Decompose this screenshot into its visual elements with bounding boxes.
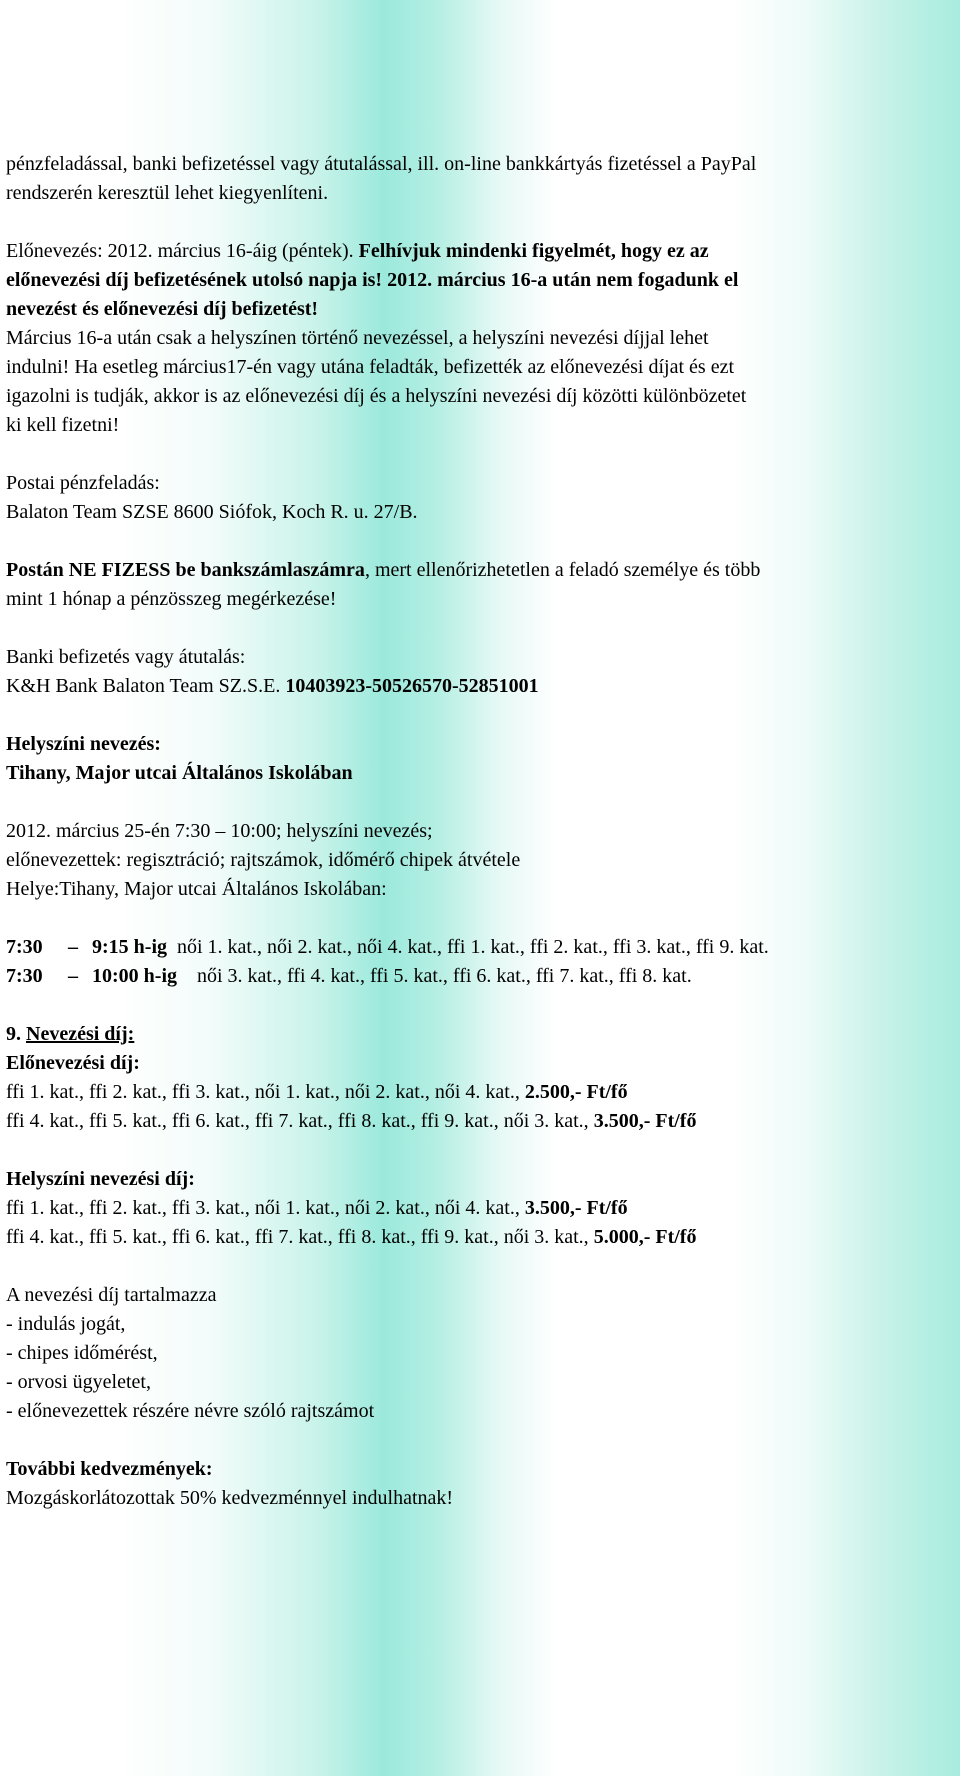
discount-text: Mozgáskorlátozottak 50% kedvezménnyel indulhatnak! xyxy=(6,1487,454,1509)
postal-label: Postai pénzfeladás: xyxy=(6,472,160,494)
fee-price: 5.000,- Ft/fő xyxy=(593,1226,697,1248)
bank-name: K&H Bank Balaton Team SZ.S.E. xyxy=(6,675,286,697)
preentry-fee-heading: Előnevezési díj: xyxy=(6,1052,140,1074)
includes-item: - orvosi ügyeletet, xyxy=(6,1371,151,1393)
time-row: 7:30 – 10:00 h-ig női 3. kat., ffi 4. kat., ffi 5. kat., ffi 6. kat., ffi 7. kat., ffi 8. kat. xyxy=(6,965,692,987)
postal-warning-rest: , mert ellenőrizhetetlen a feladó személye és több xyxy=(364,559,761,581)
includes-item: - chipes időmérést, xyxy=(6,1342,158,1364)
intro-line: pénzfeladással, banki befizetéssel vagy átutalással, ill. on-line bankkártyás fizetéssel a PayPal xyxy=(6,153,757,175)
preentry-notice: nevezést és előnevezési díj befizetést! xyxy=(6,298,319,320)
fee-row: ffi 4. kat., ffi 5. kat., ffi 6. kat., ffi 7. kat., ffi 8. kat., ffi 9. kat., női 3. kat., 5.000,- Ft/fő xyxy=(6,1226,697,1248)
time-row: 7:30 – 9:15 h-ig női 1. kat., női 2. kat., női 4. kat., ffi 1. kat., ffi 2. kat., ffi 3. kat., ffi 9. kat. xyxy=(6,936,769,958)
document-body xyxy=(6,150,954,1513)
includes-heading: A nevezési díj tartalmazza xyxy=(6,1284,217,1306)
includes-item: - előnevezettek részére névre szóló rajtszámot xyxy=(6,1400,375,1422)
preentry-notice: Felhívjuk mindenki figyelmét, hogy ez az xyxy=(353,240,709,262)
discount-heading: További kedvezmények: xyxy=(6,1458,213,1480)
bank-label: Banki befizetés vagy átutalás: xyxy=(6,646,246,668)
after-line: Március 16-a után csak a helyszínen történő nevezéssel, a helyszíni nevezési díjjal lehet xyxy=(6,327,709,349)
fee-price: 3.500,- Ft/fő xyxy=(524,1197,628,1219)
intro-line: rendszerén keresztül lehet kiegyenlíteni. xyxy=(6,182,329,204)
fee-row: ffi 4. kat., ffi 5. kat., ffi 6. kat., ffi 7. kat., ffi 8. kat., ffi 9. kat., női 3. kat., 3.500,- Ft/fő xyxy=(6,1110,697,1132)
onsite-entry-place: Tihany, Major utcai Általános Iskolában xyxy=(6,762,353,784)
preentry-paragraph xyxy=(6,237,954,266)
onsite-entry-heading: Helyszíni nevezés: xyxy=(6,733,161,755)
fee-price: 3.500,- Ft/fő xyxy=(593,1110,697,1132)
after-line: igazolni is tudják, akkor is az előnevezési díj és a helyszíni nevezési díj közötti különbözetet xyxy=(6,385,747,407)
time-categories: női 1. kat., női 2. kat., női 4. kat., ffi 1. kat., ffi 2. kat., ffi 3. kat., ffi 9. kat. xyxy=(177,936,769,958)
fee-row: ffi 1. kat., ffi 2. kat., ffi 3. kat., női 1. kat., női 2. kat., női 4. kat., 3.500,- Ft/fő xyxy=(6,1197,628,1219)
time-categories: női 3. kat., ffi 4. kat., ffi 5. kat., ffi 6. kat., ffi 7. kat., ffi 8. kat. xyxy=(197,965,692,987)
fee-heading: 9. Nevezési díj: xyxy=(6,1023,135,1045)
bank-details xyxy=(6,672,954,701)
postal-warning xyxy=(6,556,954,585)
fee-row: ffi 1. kat., ffi 2. kat., ffi 3. kat., női 1. kat., női 2. kat., női 4. kat., 2.500,- Ft/fő xyxy=(6,1081,628,1103)
schedule-line: 2012. március 25-én 7:30 – 10:00; helyszíni nevezés; xyxy=(6,820,433,842)
postal-warning-bold: Postán NE FIZESS be bankszámlaszámra xyxy=(6,559,365,581)
schedule-line: Helye:Tihany, Major utcai Általános Iskolában: xyxy=(6,878,387,900)
onsite-fee-heading: Helyszíni nevezési díj: xyxy=(6,1168,195,1190)
preentry-notice: előnevezési díj befizetésének utolsó napja is! 2012. március 16-a után nem fogadunk el xyxy=(6,269,739,291)
after-line: ki kell fizetni! xyxy=(6,414,120,436)
preentry-date: Előnevezés: 2012. március 16-áig (péntek). xyxy=(6,240,354,262)
bank-account-number: 10403923-50526570-52851001 xyxy=(285,675,539,697)
fee-price: 2.500,- Ft/fő xyxy=(524,1081,628,1103)
after-line: indulni! Ha esetleg március17-én vagy utána feladták, befizették az előnevezési díjat és ezt xyxy=(6,356,735,378)
schedule-line: előnevezettek: regisztráció; rajtszámok, időmérő chipek átvétele xyxy=(6,849,521,871)
postal-warning-line: mint 1 hónap a pénzösszeg megérkezése! xyxy=(6,588,337,610)
includes-item: - indulás jogát, xyxy=(6,1313,126,1335)
postal-address: Balaton Team SZSE 8600 Siófok, Koch R. u. 27/B. xyxy=(6,501,418,523)
